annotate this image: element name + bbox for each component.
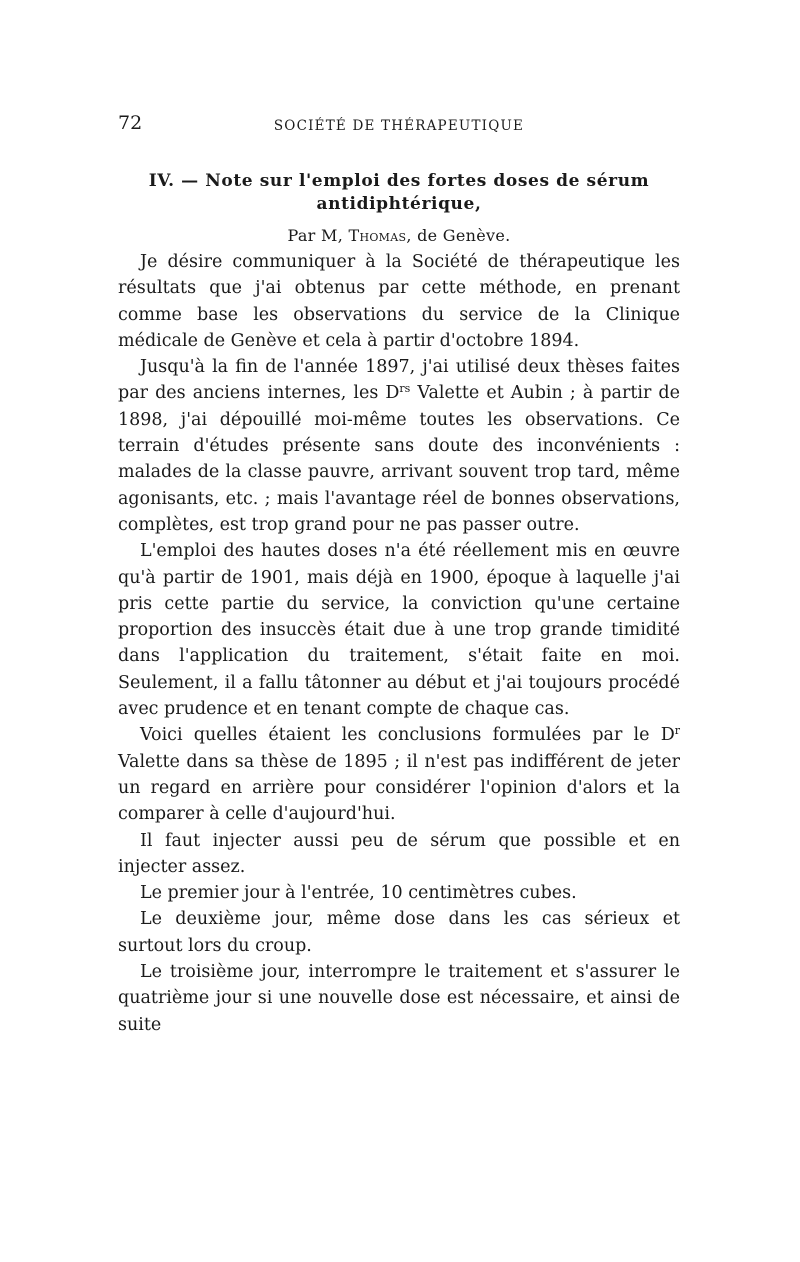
article-title bbox=[118, 170, 680, 216]
superscript-dr: r bbox=[674, 724, 680, 738]
author-name: Thomas bbox=[348, 226, 407, 245]
superscript-drs: rs bbox=[399, 382, 411, 396]
paragraph-3: L'emploi des hautes doses n'a été réellement mis en œuvre qu'à partir de 1901, mais déjà en 1900, époque à laquelle j'ai pris cette partie du service, la conviction qu'une certaine proportion des insuccès était due à une trop grande timidité dans l'application du traitement, s'était faite en moi. Seulement, il a fallu tâtonner au début et j'ai toujours procédé avec prudence et en tenant compte de chaque cas. bbox=[118, 541, 680, 720]
page-number: 72 bbox=[118, 112, 143, 134]
byline-prefix: Par M, bbox=[287, 226, 344, 245]
paragraph-5: Il faut injecter aussi peu de sérum que possible et en injecter assez. bbox=[118, 830, 680, 877]
paragraph-7: Le deuxième jour, même dose dans les cas sérieux et surtout lors du croup. bbox=[118, 909, 680, 956]
paragraph-2 bbox=[118, 354, 680, 538]
paragraph-1: Je désire communiquer à la Société de thérapeutique les résultats que j'ai obtenus par cette méthode, en prenant comme base les observations du service de la Clinique médicale de Genève et cela à partir d'octobre 1894. bbox=[118, 252, 680, 351]
running-title: SOCIÉTÉ DE THÉRAPEUTIQUE bbox=[273, 118, 525, 134]
paragraph-4-part-1: Voici quelles étaient les conclusions formulées par le D bbox=[140, 725, 675, 746]
article-title-line-1: IV. — Note sur l'emploi des fortes doses de sérum bbox=[148, 171, 650, 191]
paragraph-4 bbox=[118, 722, 680, 827]
book-page bbox=[118, 108, 680, 1038]
paragraph-2-part-1: Jusqu'à la fin de l'année 1897, j'ai utilisé deux thèses faites par des anciens internes, les D bbox=[118, 357, 680, 404]
paragraph-6: Le premier jour à l'entrée, 10 centimètres cubes. bbox=[140, 883, 577, 904]
paragraph-2-part-2: Valette et Aubin ; à partir de 1898, j'ai dépouillé moi-même toutes les observations. Ce terrain d'études présente sans doute des inconvénients : malades de la classe pauvre, arrivant souvent trop tard, même agonisants, etc. ; mais l'avantage réel de bonnes observations, complètes, est trop grand pour ne pas passer outre. bbox=[118, 383, 680, 535]
article-title-line-2: antidiphtérique, bbox=[316, 194, 482, 214]
byline-suffix: , de Genève. bbox=[406, 226, 511, 245]
paragraph-4-part-2: Valette dans sa thèse de 1895 ; il n'est pas indifférent de jeter un regard en arrière pour considérer l'opinion d'alors et la comparer à celle d'aujourd'hui. bbox=[118, 751, 680, 825]
author-byline bbox=[118, 226, 680, 245]
page-header bbox=[118, 108, 680, 142]
paragraph-8: Le troisième jour, interrompre le traitement et s'assurer le quatrième jour si une nouvelle dose est nécessaire, et ainsi de suite bbox=[118, 962, 680, 1035]
